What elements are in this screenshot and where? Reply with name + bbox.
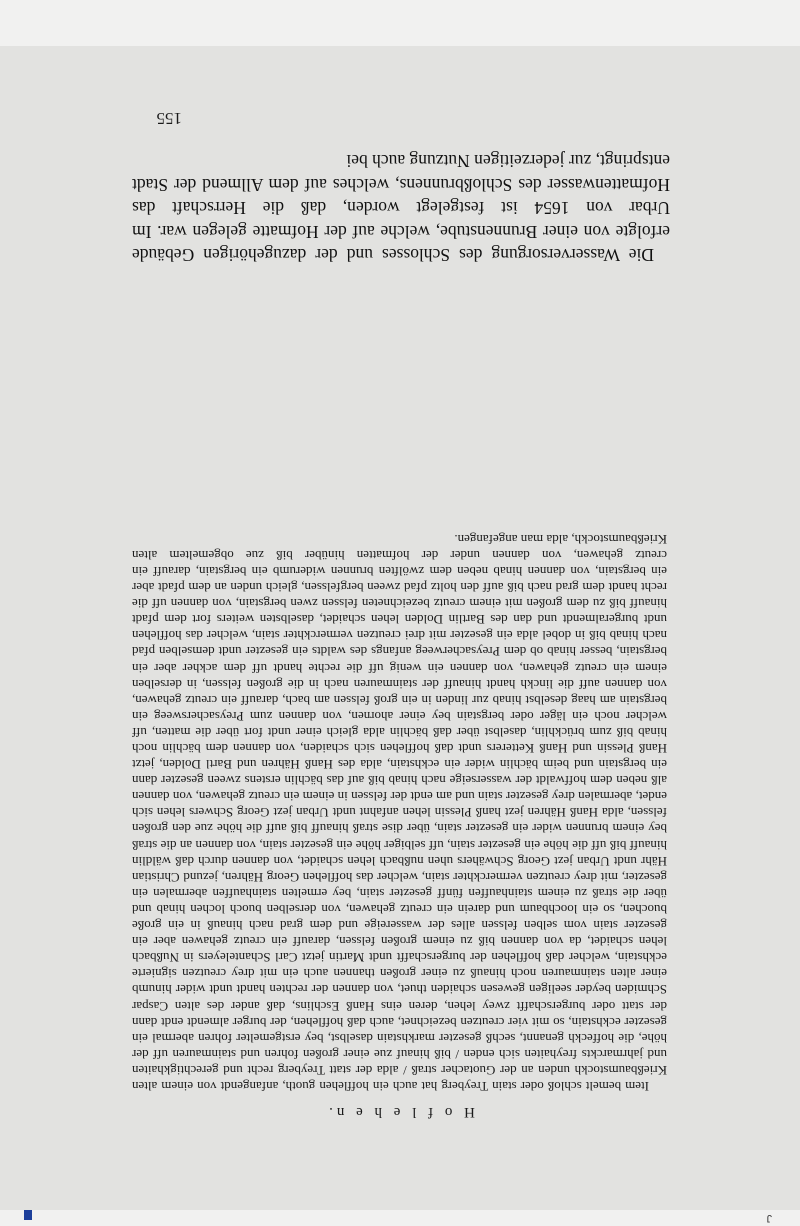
closing-text-block xyxy=(132,149,670,266)
section-heading: H o f l e h e n. xyxy=(325,1104,475,1120)
page-number: 155 xyxy=(156,109,182,128)
closing-paragraph: Die Wasserversorgung des Schlosses und der dazugehörigen Gebäude erfolgte von einer Brunnenstube, welche auf der Hofmatte gelegen war. Im Urbar von 1654 ist festgelegt worden, daß die Herrschaft das Hofmattenwasser des Schloßbrunnens, welches auf dem Allmend der Stadt entspringt, zur jederzeitigen Nutzung auch bei xyxy=(132,151,670,265)
logo-fragment-icon xyxy=(24,1210,32,1220)
viewer-header xyxy=(0,0,800,46)
bottom-viewer-strip xyxy=(0,1210,800,1226)
main-text-block xyxy=(132,531,667,1094)
scanned-page xyxy=(0,46,800,1210)
bottom-mark: J xyxy=(766,1212,772,1224)
main-paragraph: Item bemelt schloß oder stain Treyberg hat auch ein hofflehen guoth, anfangendt von einem alten Krießbaumstockh unden an der Guotacher straß / alda der statt Treyberg recht und gerechtigkhaiten und jahrmarckts freyhaiten sich enden / biß hinauf zue einer großen fohren und stainmauren uff der höhe, die hoffeckh genannt, sechß gesezter markhstain daselbst, bey erstgemelter fohren abermal ein gesezter eckhstain, so mit vier creutzen bezeichnet, auch daß hofflehen, der burger almendt endt dann der statt oder burgerschafft zwey lehen, deren eins Hanß Eschlins, daß ander des alten Caspar Schmiden beyder seeligen gewesen schaiden thuet, von dannen der rechten handt undt wider hinumb einer alten stainmauren noch hinauß zu einer großen thannen auch ein mit drey creutzen signierte eckhstain, welcher daß hofflehen der burgerschafft undt Martin jetzt Carl Schanteleyers in Nußbach lehen schaidet, da von dannen biß zu einem großen felssen, darauff ein creutz gehawen aber ein gesezter stain vom selben felssen alles der wassereige und dem grad nach hinauß in ein große buochen, so ein loochbaum und darein ein creutz gehawen, von derselben buoch lochen hinab und über die straß zu einem stainhauffen fünff gesezter stain, bey ermelten stainhauffen abermalen ein gesezter, mit drey creutzen vermerckhter stain, welcher das hofflehen Georg Hähren, jezund Christian Hähr undt Urban jezt Georg Schwähers uhen nußbach lehen schaidet, von dannen durch daß wäldlin hinauff biß uff die höhe ein gesezter stain, uff selbiger höhe ein gesezter stain, von dannen an die straß bey einem brunnen wider ein gesezter stain, über dise straß hinauff biß auff die höhe zue den großen felssen, alda Hanß Hähren jezt hanß Plessin lehen anfahnt undt Urban jezt Georg Schwers lehen sich endet, abermalen drey gesezter stain und am endt der felssen in einem ein creutz gehawen, von dannen alß neben dem hoffwaldt der wasserseige nach hinab biß auf das bächlin erstens zween gesezter dann ein bergstain und beim bächlin wider ein eckhstain, alda des Hanß Hähren und Bartl Dolden, jetzt Hanß Plessin und Hanß Ketterers undt daß hofflehen sich schaiden, von dannen dem bächlin noch hinab biß zum brückhlin, daselbst über daß bächlin alda gleich einer undt fort über die matten, uff welcher noch ein läger oder bergstain bey einer ahornen, von dannen zum Preysachersweeg ein bergstain am haag deselbst hinab zur linden in ein groß felssen am bach, darauff ein creutz gehawen, von dannen auff die linckh handt hinauff der stainmauren nach in die großen felssen, in derselben einem ein creutz gehawen, von dannen ein wenig uff die rechte handt uff dem ackher aber ein bergstain, besser hinab ob dem Preysacherweeg anfangs des waldts ein gesezter undt demselben pfad nach hinab biß in dobel alda ein gesezter mit drei creutzen vermerckhter stain, welcher das hofflehen undt burgeralmendt und dan des Bartlin Dolden lehen schaidet, daselbsten weiters fort dem pfadt hinauff biß zu dem großen mit einem creutz bezeichneten felssen zwen bergstain, von dannen uff die recht handt dem grad nach biß auff den holtz pfad zween bergfelssen, gleich unden an dem pfadt aber ein bergstain, von dannen hinab neben dem zwölften brunnen widerumb ein bergstain, darauff ein creutz gehawen, von dannen under der hofmatten hinüber biß zue obgemeltem alten Krießbaumstockh, alda man angefangen. xyxy=(132,531,667,1094)
